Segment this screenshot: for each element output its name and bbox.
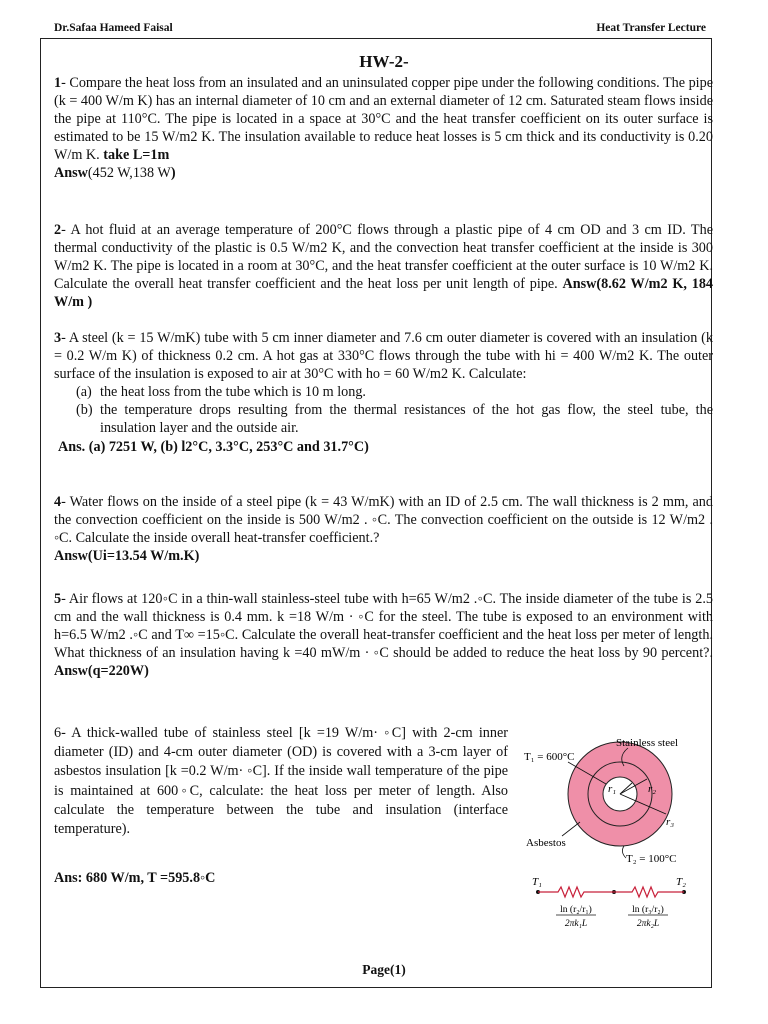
- problem-5-number: 5: [54, 591, 62, 607]
- author-name: Dr.Safaa Hameed Faisal: [54, 22, 173, 34]
- problem-2-answer: Answ(8.62 W/m2 K, 184 W/m ): [54, 276, 714, 311]
- problem-6-text: 6- A thick-walled tube of stainless steel [k =19 W/m· ◦C] with 2-cm inner diameter (ID) and 4-cm outer diameter (OD) is covered with a 3-cm layer of asbestos insulation [k =0.2 W/m· ◦C]. If the inside wall temperature of the pipe is maintained at 600◦C, calculate: the heat loss per meter of length. Also calculate the temperature between the tube and insulation (interface temperature).: [54, 725, 508, 838]
- problem-6-answer: Ans: 680 W/m, T =595.8◦C: [54, 870, 216, 886]
- course-name: Heat Transfer Lecture: [596, 22, 706, 34]
- t1-label: T₁ = 600°C: [524, 751, 575, 763]
- resistor-1-denominator: 2πk₁L: [564, 919, 588, 929]
- problem-1-answer-value: (452 W,138 W: [87, 165, 171, 182]
- page-header: [40, 20, 712, 38]
- resistor-1-numerator: ln (r₂/r₁): [560, 905, 592, 915]
- problem-4-number: 4: [54, 494, 62, 510]
- page-title: HW-2-: [359, 52, 409, 71]
- page-number: Page(1): [362, 962, 406, 977]
- problem-2-text: - A hot fluid at an average temperature of 200°C flows through a plastic pipe of 4 cm OD and 3 cm ID. The thermal conductivity of the plastic is 0.5 W/m2 K, and the convection heat transfer coefficient at the inside is 300 W/m2 K. The pipe is located in a room at 30°C, and the heat transfer coefficient at the outer surface is 10 W/m2 K. Calculate the overall heat transfer coefficient and the heat loss per unit length of pipe.: [54, 222, 713, 293]
- problem-3-number: 3: [54, 330, 62, 346]
- problem-3: [54, 329, 713, 456]
- resistor-2-denominator: 2πk₂L: [636, 919, 660, 929]
- asbestos-leader: [562, 822, 580, 836]
- tube-cross-section-figure: [520, 722, 712, 872]
- network-t2-label: T₂: [676, 876, 686, 888]
- problem-5-text: - Air flows at 120◦C in a thin-wall stainless-steel tube with h=65 W/m2 .◦C. The inside diameter of the tube is 2.5 cm and the wall thickness is 0.4 mm. k =18 W/m · ◦C for the steel. The tube is exposed to an environment with h=6.5 W/m2 .◦C and T∞ =15◦C. Calculate the overall heat-transfer coefficient and the heat loss per meter of length. What thickness of an insulation having k =40 mW/m · ◦C should be added to reduce the heat loss by 90 percent?.: [54, 591, 713, 662]
- item-a-mark: (a): [76, 384, 92, 401]
- item-b-mark: (b): [76, 402, 93, 419]
- r2-label: r₂: [648, 783, 657, 795]
- network-t1-label: T₁: [532, 876, 542, 888]
- problem-1-number: 1: [54, 75, 62, 91]
- problem-1-answer-label: Answ: [54, 165, 88, 182]
- problem-3-item-b: [54, 401, 713, 437]
- problem-2-number: 2: [54, 222, 62, 238]
- r1-label: r₁: [608, 783, 617, 795]
- problem-1-text: - Compare the heat loss from an insulated and an uninsulated copper pipe under the following conditions. The pipe (k = 400 W/m K) has an internal diameter of 10 cm and an external diameter of 12 cm. Saturated steam flows inside the pipe at 110°C. The pipe is located in a space at 30°C and the heat transfer coefficient on its outer surface is estimated to be 15 W/m2 K. The insulation available to reduce heat losses is 5 cm thick and its conductivity is 0.20 W/m K.: [54, 75, 713, 164]
- r3-label: r₃: [666, 816, 675, 828]
- stainless-steel-label: Stainless steel: [616, 737, 679, 749]
- problem-2: [54, 221, 713, 311]
- problem-3-answer: Ans. (a) 7251 W, (b) l2°C, 3.3°C, 253°C and 31.7°C): [58, 438, 369, 455]
- problem-5-answer: Answ(q=220W): [54, 663, 149, 680]
- resistor-asbestos: [614, 887, 684, 897]
- problem-1-take: take L=1m: [103, 147, 170, 164]
- problem-5: [54, 590, 713, 680]
- problem-4-text: - Water flows on the inside of a steel pipe (k = 43 W/mK) with an ID of 2.5 cm. The wall thickness is 2 mm, and the convection coefficient on the inside is 500 W/m2 . ◦C. The convection coefficient on the outside is 12 W/m2 . ◦C. Calculate the inside overall heat-transfer coefficient.?: [54, 494, 713, 547]
- problem-4: [54, 493, 713, 565]
- problem-4-answer: Answ(Ui=13.54 W/m.K): [54, 548, 200, 565]
- asbestos-label: Asbestos: [526, 837, 566, 849]
- item-b-text: the temperature drops resulting from the thermal resistances of the hot gas flow, the steel tube, the insulation layer and the outside air.: [100, 402, 713, 437]
- resistor-2-numerator: ln (r₃/r₂): [632, 905, 664, 915]
- problem-3-item-a: [54, 383, 713, 401]
- problem-1-answer-end: ): [170, 165, 176, 182]
- thermal-resistance-network: [520, 874, 712, 936]
- item-a-text: the heat loss from the tube which is 10 m long.: [100, 384, 366, 401]
- problem-3-text: - A steel (k = 15 W/mK) tube with 5 cm inner diameter and 7.6 cm outer diameter is covered with an insulation (k = 0.2 W/m K) of thickness 0.2 cm. A hot gas at 330°C flows through the tube with hi = 400 W/m2 K. The outer surface of the insulation is exposed to air at 30°C with ho = 60 W/m2 K. Calculate:: [54, 330, 713, 383]
- t2-label: T₂ = 100°C: [626, 853, 677, 865]
- problem-1: [54, 74, 713, 183]
- resistor-steel: [538, 887, 614, 897]
